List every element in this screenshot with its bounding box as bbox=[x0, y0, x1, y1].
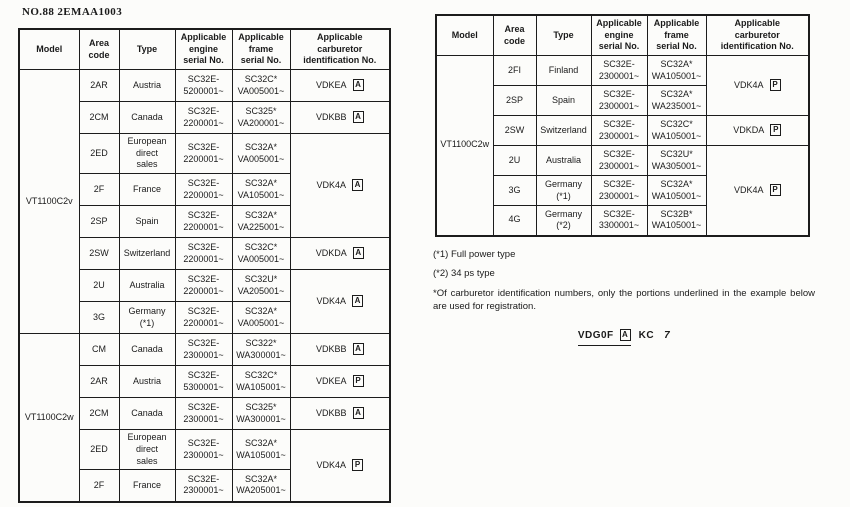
model-cell: VT1100C2v bbox=[19, 70, 79, 334]
carb-cell: VDK4A A bbox=[290, 134, 390, 238]
engine-cell: SC32E- 2200001~ bbox=[175, 102, 232, 134]
example-tail: 7 bbox=[664, 330, 671, 342]
area-cell: 2U bbox=[79, 270, 119, 302]
carb-cell: VDKBB A bbox=[290, 334, 390, 366]
frame-cell: SC325* WA300001~ bbox=[232, 398, 290, 430]
carb-cell: VDK4A P bbox=[290, 430, 390, 502]
footnote-registration: *Of carburetor identification numbers, only the portions underlined in the example below are used for registration. bbox=[433, 287, 815, 312]
column-header: Applicable engine serial No. bbox=[591, 15, 647, 56]
footnote-full-power: (*1) Full power type bbox=[433, 249, 516, 260]
column-header: Type bbox=[119, 29, 175, 70]
footnote-34ps: (*2) 34 ps type bbox=[433, 268, 495, 280]
table-row bbox=[19, 70, 390, 102]
boxed-letter-a: A bbox=[352, 295, 363, 307]
area-cell: 2F bbox=[79, 470, 119, 502]
area-cell: 2CM bbox=[79, 398, 119, 430]
document-number: NO.88 2EMAA1003 bbox=[22, 6, 123, 18]
type-cell: Canada bbox=[119, 398, 175, 430]
engine-cell: SC32E- 2200001~ bbox=[175, 302, 232, 334]
carb-cell: VDKDA A bbox=[290, 238, 390, 270]
example-code: VDG0F bbox=[577, 330, 614, 342]
frame-cell: SC32C* WA105001~ bbox=[232, 366, 290, 398]
type-cell: Switzerland bbox=[536, 116, 591, 146]
boxed-letter-a: A bbox=[353, 247, 364, 259]
engine-cell: SC32E- 2300001~ bbox=[175, 470, 232, 502]
column-header: Applicable frame serial No. bbox=[232, 29, 290, 70]
boxed-letter-p: P bbox=[352, 459, 363, 471]
column-header: Applicable carburetor identification No. bbox=[290, 29, 390, 70]
engine-cell: SC32E- 2200001~ bbox=[175, 174, 232, 206]
engine-cell: SC32E- 5300001~ bbox=[175, 366, 232, 398]
frame-cell: SC32A* WA235001~ bbox=[647, 86, 706, 116]
type-cell: Spain bbox=[536, 86, 591, 116]
boxed-letter-p: P bbox=[770, 184, 781, 196]
carb-cell: VDK4A A bbox=[290, 270, 390, 334]
carb-cell: VDK4A P bbox=[706, 146, 809, 236]
engine-cell: SC32E- 5200001~ bbox=[175, 70, 232, 102]
type-cell: Canada bbox=[119, 102, 175, 134]
frame-cell: SC32A* VA005001~ bbox=[232, 302, 290, 334]
carburetor-id-example bbox=[433, 329, 815, 346]
engine-cell: SC32E- 3300001~ bbox=[591, 206, 647, 236]
type-cell: France bbox=[119, 470, 175, 502]
carb-cell: VDKBB A bbox=[290, 102, 390, 134]
frame-cell: SC32C* VA005001~ bbox=[232, 70, 290, 102]
engine-cell: SC32E- 2300001~ bbox=[591, 146, 647, 176]
type-cell: European direct sales bbox=[119, 430, 175, 470]
column-header: Area code bbox=[79, 29, 119, 70]
frame-cell: SC32U* WA305001~ bbox=[647, 146, 706, 176]
boxed-letter-a: A bbox=[620, 329, 631, 341]
area-cell: 3G bbox=[493, 176, 536, 206]
area-cell: 2SP bbox=[79, 206, 119, 238]
carb-cell: VDKBB A bbox=[290, 398, 390, 430]
engine-cell: SC32E- 2200001~ bbox=[175, 206, 232, 238]
boxed-letter-p: P bbox=[353, 375, 364, 387]
frame-cell: SC32A* VA105001~ bbox=[232, 174, 290, 206]
header-row bbox=[436, 15, 809, 56]
type-cell: Switzerland bbox=[119, 238, 175, 270]
table-row bbox=[436, 56, 809, 86]
footnotes-section bbox=[433, 248, 815, 346]
type-cell: Canada bbox=[119, 334, 175, 366]
type-cell: Germany (*1) bbox=[119, 302, 175, 334]
frame-cell: SC32C* WA105001~ bbox=[647, 116, 706, 146]
engine-cell: SC32E- 2200001~ bbox=[175, 238, 232, 270]
frame-cell: SC32U* VA205001~ bbox=[232, 270, 290, 302]
boxed-letter-a: A bbox=[353, 343, 364, 355]
type-cell: Germany (*2) bbox=[536, 206, 591, 236]
column-header: Model bbox=[436, 15, 493, 56]
engine-cell: SC32E- 2300001~ bbox=[591, 86, 647, 116]
area-cell: 2AR bbox=[79, 70, 119, 102]
column-header: Applicable frame serial No. bbox=[647, 15, 706, 56]
frame-cell: SC32C* VA005001~ bbox=[232, 238, 290, 270]
engine-cell: SC32E- 2200001~ bbox=[175, 270, 232, 302]
type-cell: Austria bbox=[119, 70, 175, 102]
frame-cell: SC32A* WA105001~ bbox=[647, 56, 706, 86]
type-cell: Australia bbox=[536, 146, 591, 176]
engine-cell: SC32E- 2300001~ bbox=[591, 116, 647, 146]
example-underlined-portion bbox=[578, 329, 631, 346]
boxed-letter-p: P bbox=[770, 79, 781, 91]
header-row bbox=[19, 29, 390, 70]
boxed-letter-a: A bbox=[353, 79, 364, 91]
column-header: Area code bbox=[493, 15, 536, 56]
engine-cell: SC32E- 2300001~ bbox=[175, 430, 232, 470]
column-header: Applicable engine serial No. bbox=[175, 29, 232, 70]
area-cell: 2SP bbox=[493, 86, 536, 116]
engine-cell: SC32E- 2300001~ bbox=[175, 398, 232, 430]
frame-cell: SC32A* WA105001~ bbox=[232, 430, 290, 470]
area-cell: 2CM bbox=[79, 102, 119, 134]
area-cell: 2U bbox=[493, 146, 536, 176]
frame-cell: SC32A* VA005001~ bbox=[232, 134, 290, 174]
area-cell: 2F bbox=[79, 174, 119, 206]
carb-cell: VDK4A P bbox=[706, 56, 809, 116]
frame-cell: SC32A* WA205001~ bbox=[232, 470, 290, 502]
engine-cell: SC32E- 2300001~ bbox=[591, 176, 647, 206]
area-cell: CM bbox=[79, 334, 119, 366]
boxed-letter-a: A bbox=[353, 407, 364, 419]
type-cell: France bbox=[119, 174, 175, 206]
model-cell: VT1100C2w bbox=[436, 56, 493, 236]
example-suffix: KC bbox=[638, 330, 655, 342]
type-cell: European direct sales bbox=[119, 134, 175, 174]
type-cell: Australia bbox=[119, 270, 175, 302]
carb-cell: VDKDA P bbox=[706, 116, 809, 146]
frame-cell: SC325* VA200001~ bbox=[232, 102, 290, 134]
boxed-letter-a: A bbox=[353, 111, 364, 123]
type-cell: Austria bbox=[119, 366, 175, 398]
boxed-letter-a: A bbox=[352, 179, 363, 191]
area-cell: 3G bbox=[79, 302, 119, 334]
area-cell: 2FI bbox=[493, 56, 536, 86]
area-cell: 2ED bbox=[79, 430, 119, 470]
area-cell: 2SW bbox=[79, 238, 119, 270]
frame-cell: SC322* WA300001~ bbox=[232, 334, 290, 366]
engine-cell: SC32E- 2200001~ bbox=[175, 134, 232, 174]
engine-cell: SC32E- 2300001~ bbox=[175, 334, 232, 366]
area-cell: 2ED bbox=[79, 134, 119, 174]
engine-cell: SC32E- 2300001~ bbox=[591, 56, 647, 86]
column-header: Model bbox=[19, 29, 79, 70]
carb-cell: VDKEA A bbox=[290, 70, 390, 102]
area-cell: 2AR bbox=[79, 366, 119, 398]
column-header: Applicable carburetor identification No. bbox=[706, 15, 809, 56]
type-cell: Finland bbox=[536, 56, 591, 86]
area-cell: 4G bbox=[493, 206, 536, 236]
type-cell: Germany (*1) bbox=[536, 176, 591, 206]
frame-cell: SC32A* VA225001~ bbox=[232, 206, 290, 238]
model-serial-table-left bbox=[18, 28, 391, 503]
column-header: Type bbox=[536, 15, 591, 56]
type-cell: Spain bbox=[119, 206, 175, 238]
area-cell: 2SW bbox=[493, 116, 536, 146]
carb-cell: VDKEA P bbox=[290, 366, 390, 398]
boxed-letter-p: P bbox=[770, 124, 781, 136]
table-row bbox=[19, 334, 390, 366]
model-serial-table-right bbox=[435, 14, 810, 237]
frame-cell: SC32B* WA105001~ bbox=[647, 206, 706, 236]
model-cell: VT1100C2w bbox=[19, 334, 79, 502]
frame-cell: SC32A* WA105001~ bbox=[647, 176, 706, 206]
